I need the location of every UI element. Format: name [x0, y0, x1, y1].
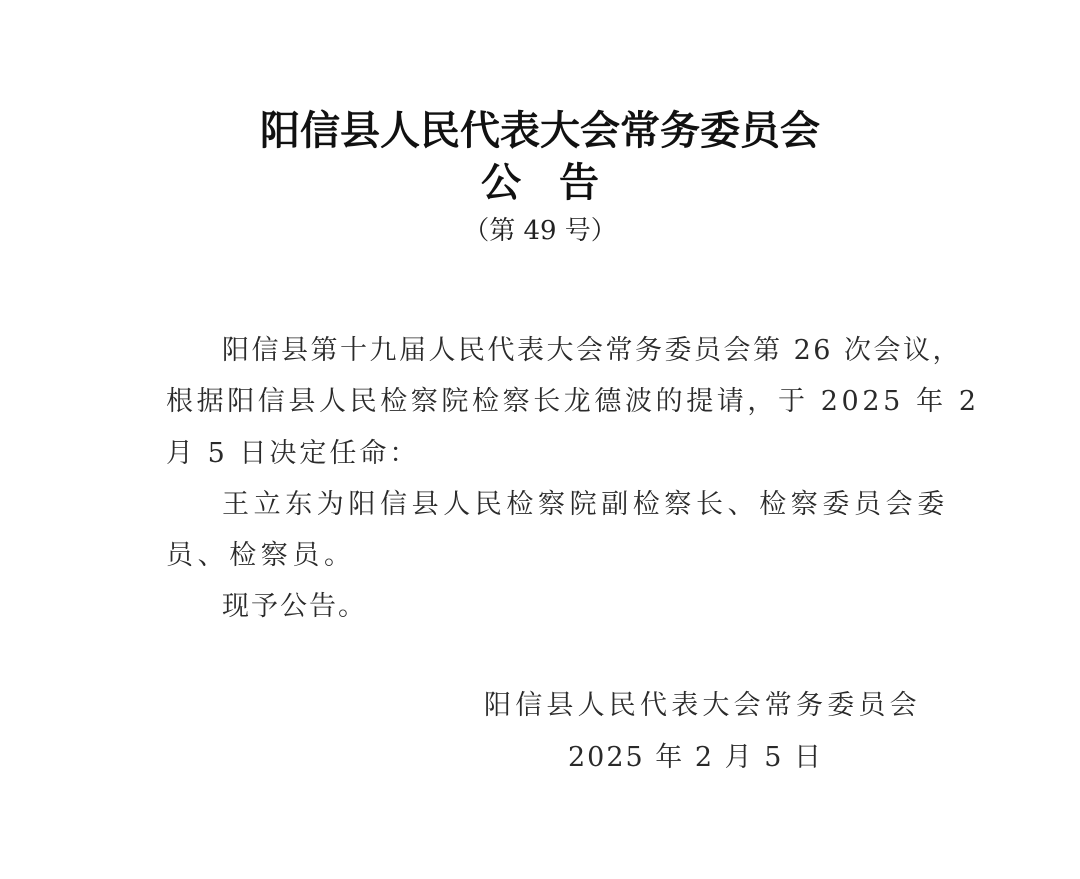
paragraph-3-line-1: 现予公告。: [222, 591, 367, 622]
paragraph-1-line-1: 阳信县第十九届人民代表大会常务委员会第 26 次会议，: [222, 335, 963, 366]
announcement-number: （第 49 号）: [463, 216, 617, 246]
document-subtitle: 公告: [481, 159, 637, 206]
document-title: 阳信县人民代表大会常务委员会: [260, 107, 820, 154]
paragraph-1-line-3: 月 5 日决定任命：: [166, 438, 420, 469]
signature-date: 2025 年 2 月 5 日: [568, 742, 823, 773]
paragraph-1-line-2: 根据阳信县人民检察院检察长龙德波的提请，于 2025 年 2: [166, 386, 980, 417]
signature-organization: 阳信县人民代表大会常务委员会: [484, 690, 921, 721]
paragraph-2-line-2: 员、检察员。: [166, 540, 356, 571]
paragraph-2-line-1: 王立东为阳信县人民检察院副检察长、检察委员会委: [222, 489, 949, 520]
